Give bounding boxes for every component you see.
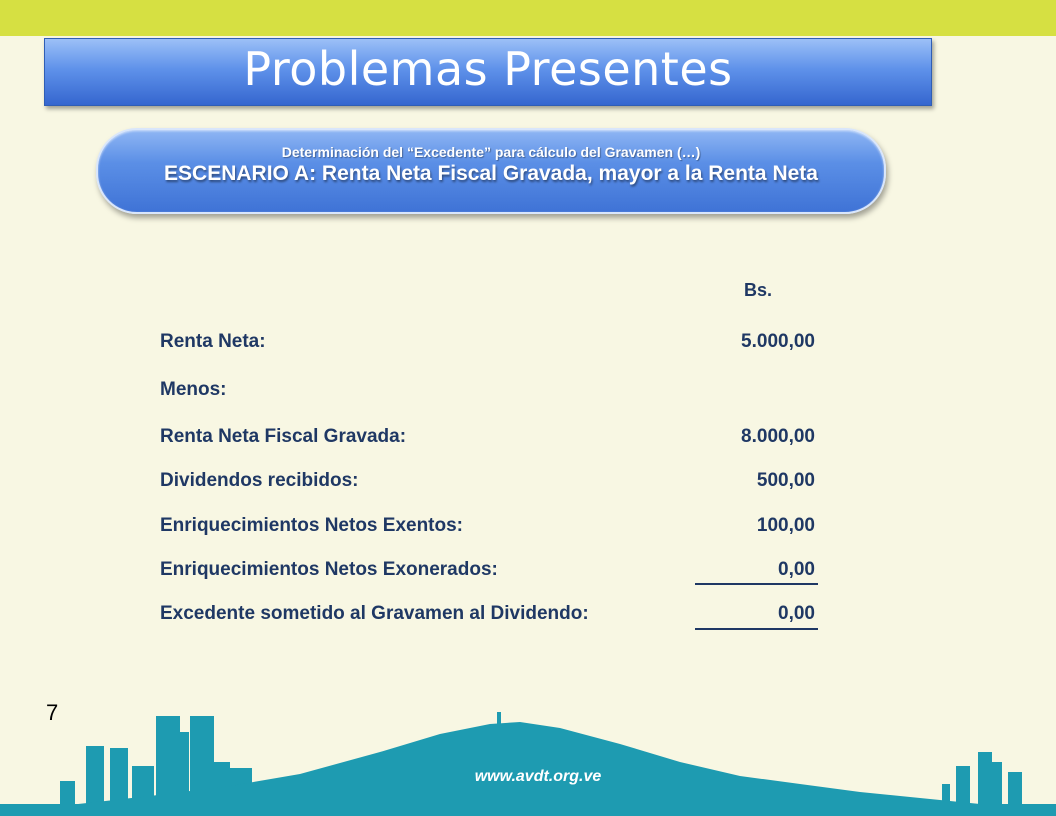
row-label: Enriquecimientos Netos Exentos: xyxy=(160,515,464,536)
row-value: 100,00 xyxy=(756,515,815,536)
slide-title-banner xyxy=(44,38,932,106)
row-label: Excedente sometido al Gravamen al Dividendo: xyxy=(160,603,589,624)
scenario-banner xyxy=(96,128,886,214)
row-label: Dividendos recibidos: xyxy=(160,470,359,491)
scenario-subtitle: Determinación del “Excedente” para cálculo del Gravamen (…) xyxy=(281,144,701,160)
scenario-heading: ESCENARIO A: Renta Neta Fiscal Gravada, mayor a la Renta Neta xyxy=(164,162,818,185)
row-value: 500,00 xyxy=(756,470,815,491)
footer-website-link[interactable]: www.avdt.org.ve xyxy=(474,768,602,785)
table-row xyxy=(160,515,815,545)
page-number: 7 xyxy=(46,700,59,725)
total-underline xyxy=(695,628,818,630)
row-label: Menos: xyxy=(160,379,227,400)
row-value: 8.000,00 xyxy=(741,426,815,447)
table-row xyxy=(160,426,815,456)
row-value: 5.000,00 xyxy=(741,331,815,352)
table-row xyxy=(160,379,815,409)
top-accent-bar xyxy=(0,0,1056,36)
row-label: Renta Neta: xyxy=(160,331,266,352)
subtotal-underline xyxy=(695,583,818,585)
currency-header: Bs. xyxy=(743,280,772,300)
table-row xyxy=(160,470,815,500)
row-label: Renta Neta Fiscal Gravada: xyxy=(160,426,407,447)
city-skyline-graphic xyxy=(0,700,1056,816)
row-value: 0,00 xyxy=(778,559,815,580)
table-row xyxy=(160,331,815,361)
row-label: Enriquecimientos Netos Exonerados: xyxy=(160,559,498,580)
slide-title: Problemas Presentes xyxy=(243,42,733,96)
row-value: 0,00 xyxy=(778,603,815,624)
